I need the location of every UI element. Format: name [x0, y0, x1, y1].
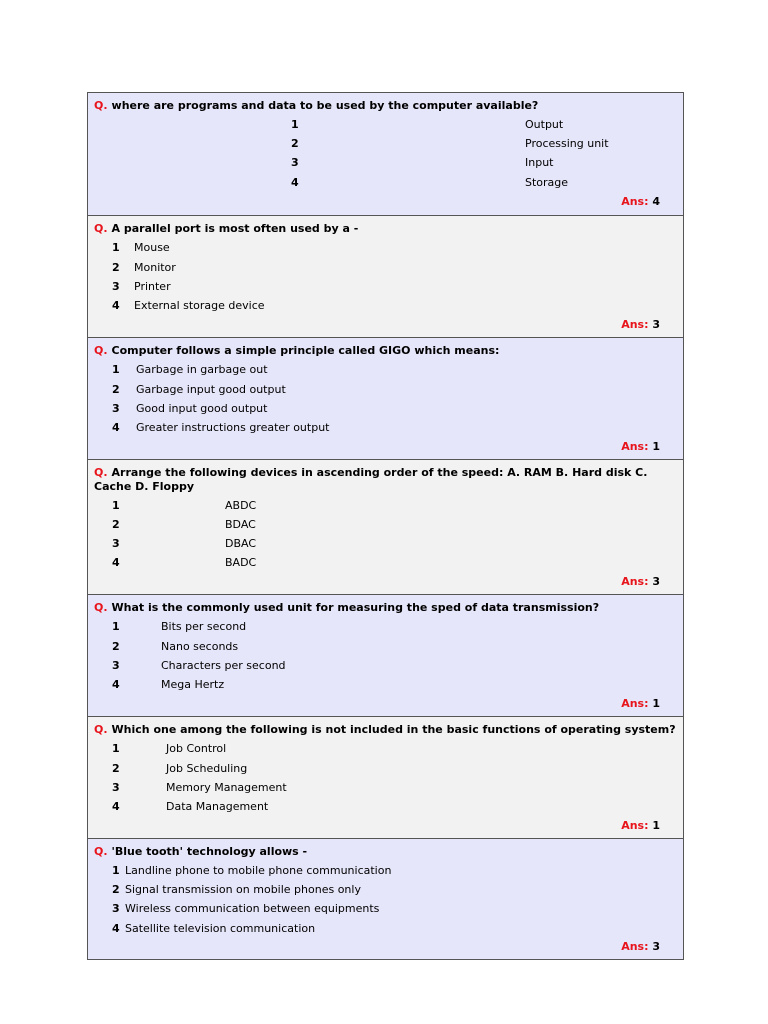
option-number: 2 — [112, 883, 120, 896]
question-marker: Q. — [94, 723, 108, 736]
answer-label: Ans: — [621, 819, 649, 832]
option-text: Mouse — [134, 241, 170, 254]
option-number: 3 — [112, 781, 120, 794]
answer-value: 4 — [652, 195, 660, 208]
option-number: 4 — [112, 800, 120, 813]
option-number: 1 — [112, 363, 120, 376]
question-text — [94, 723, 677, 737]
answer-label: Ans: — [621, 575, 649, 588]
option-number: 2 — [291, 137, 299, 150]
option-text: Output — [525, 118, 564, 131]
option-text: Monitor — [134, 261, 176, 274]
question-marker: Q. — [94, 344, 108, 357]
option-number: 1 — [112, 241, 120, 254]
option-text: Input — [525, 156, 554, 169]
option-number: 3 — [112, 280, 120, 293]
option-number: 4 — [112, 421, 120, 434]
question-marker: Q. — [94, 601, 108, 614]
option-number: 1 — [112, 499, 120, 512]
option-number: 4 — [291, 176, 299, 189]
answer-label: Ans: — [621, 195, 649, 208]
question-text — [94, 344, 677, 358]
option-number: 3 — [112, 659, 120, 672]
option-number: 4 — [112, 299, 120, 312]
option-text: Good input good output — [136, 402, 268, 415]
answer-label: Ans: — [621, 940, 649, 953]
option-text: Greater instructions greater output — [136, 421, 330, 434]
option-text: DBAC — [225, 537, 257, 550]
option-text: Garbage in garbage out — [136, 363, 268, 376]
option-text: Data Management — [166, 800, 269, 813]
option-number: 4 — [112, 556, 120, 569]
option-number: 1 — [112, 864, 120, 877]
question-label: Computer follows a simple principle called GIGO which means: — [111, 344, 500, 357]
answer-value: 3 — [652, 318, 660, 331]
question-block — [88, 838, 683, 959]
answer — [621, 697, 660, 711]
option-text: Wireless communication between equipments — [125, 902, 380, 915]
option-number: 4 — [112, 922, 120, 935]
question-label: A parallel port is most often used by a - — [111, 222, 359, 235]
option-number: 1 — [112, 620, 120, 633]
option-number: 3 — [112, 402, 120, 415]
question-block — [88, 215, 683, 337]
option-text: Bits per second — [161, 620, 247, 633]
question-text — [94, 601, 677, 615]
option-text: Printer — [134, 280, 171, 293]
option-text: Mega Hertz — [161, 678, 225, 691]
option-text: BDAC — [225, 518, 256, 531]
question-marker: Q. — [94, 99, 108, 112]
question-label: 'Blue tooth' technology allows - — [111, 845, 308, 858]
question-sheet — [87, 92, 684, 960]
option-number: 3 — [112, 902, 120, 915]
question-label: Which one among the following is not included in the basic functions of operating system? — [111, 723, 676, 736]
answer-value: 1 — [652, 440, 660, 453]
answer — [621, 440, 660, 454]
question-text — [94, 845, 677, 859]
option-text: Processing unit — [525, 137, 609, 150]
answer-label: Ans: — [621, 440, 649, 453]
question-text — [94, 222, 677, 236]
option-number: 2 — [112, 261, 120, 274]
answer-label: Ans: — [621, 318, 649, 331]
option-text: Landline phone to mobile phone communication — [125, 864, 392, 877]
option-number: 3 — [291, 156, 299, 169]
option-text: ABDC — [225, 499, 257, 512]
question-block — [88, 93, 683, 215]
answer-value: 1 — [652, 819, 660, 832]
question-text — [94, 99, 677, 113]
option-text: Signal transmission on mobile phones only — [125, 883, 361, 896]
question-label: Arrange the following devices in ascending order of the speed: A. RAM B. Hard disk C. Cache D. Floppy — [94, 466, 648, 493]
answer — [621, 940, 660, 954]
option-text: BADC — [225, 556, 257, 569]
answer-label: Ans: — [621, 697, 649, 710]
option-text: Memory Management — [166, 781, 287, 794]
question-block — [88, 459, 683, 594]
question-label: where are programs and data to be used by the computer available? — [111, 99, 539, 112]
answer-value: 3 — [652, 940, 660, 953]
answer-value: 3 — [652, 575, 660, 588]
option-text: External storage device — [134, 299, 265, 312]
answer — [621, 318, 660, 332]
option-number: 1 — [112, 742, 120, 755]
answer — [621, 819, 660, 833]
option-number: 3 — [112, 537, 120, 550]
option-text: Nano seconds — [161, 640, 239, 653]
question-block — [88, 716, 683, 838]
option-text: Garbage input good output — [136, 383, 286, 396]
option-text: Characters per second — [161, 659, 286, 672]
option-number: 4 — [112, 678, 120, 691]
question-block — [88, 337, 683, 459]
question-text — [94, 466, 677, 494]
question-marker: Q. — [94, 845, 108, 858]
answer-value: 1 — [652, 697, 660, 710]
option-number: 1 — [291, 118, 299, 131]
option-number: 2 — [112, 383, 120, 396]
question-marker: Q. — [94, 222, 108, 235]
option-number: 2 — [112, 640, 120, 653]
option-text: Storage — [525, 176, 569, 189]
answer — [621, 575, 660, 589]
option-text: Satellite television communication — [125, 922, 316, 935]
option-text: Job Control — [166, 742, 227, 755]
question-label: What is the commonly used unit for measuring the sped of data transmission? — [111, 601, 600, 614]
question-block — [88, 594, 683, 716]
question-marker: Q. — [94, 466, 108, 479]
answer — [621, 195, 660, 209]
option-number: 2 — [112, 518, 120, 531]
option-text: Job Scheduling — [166, 762, 248, 775]
option-number: 2 — [112, 762, 120, 775]
